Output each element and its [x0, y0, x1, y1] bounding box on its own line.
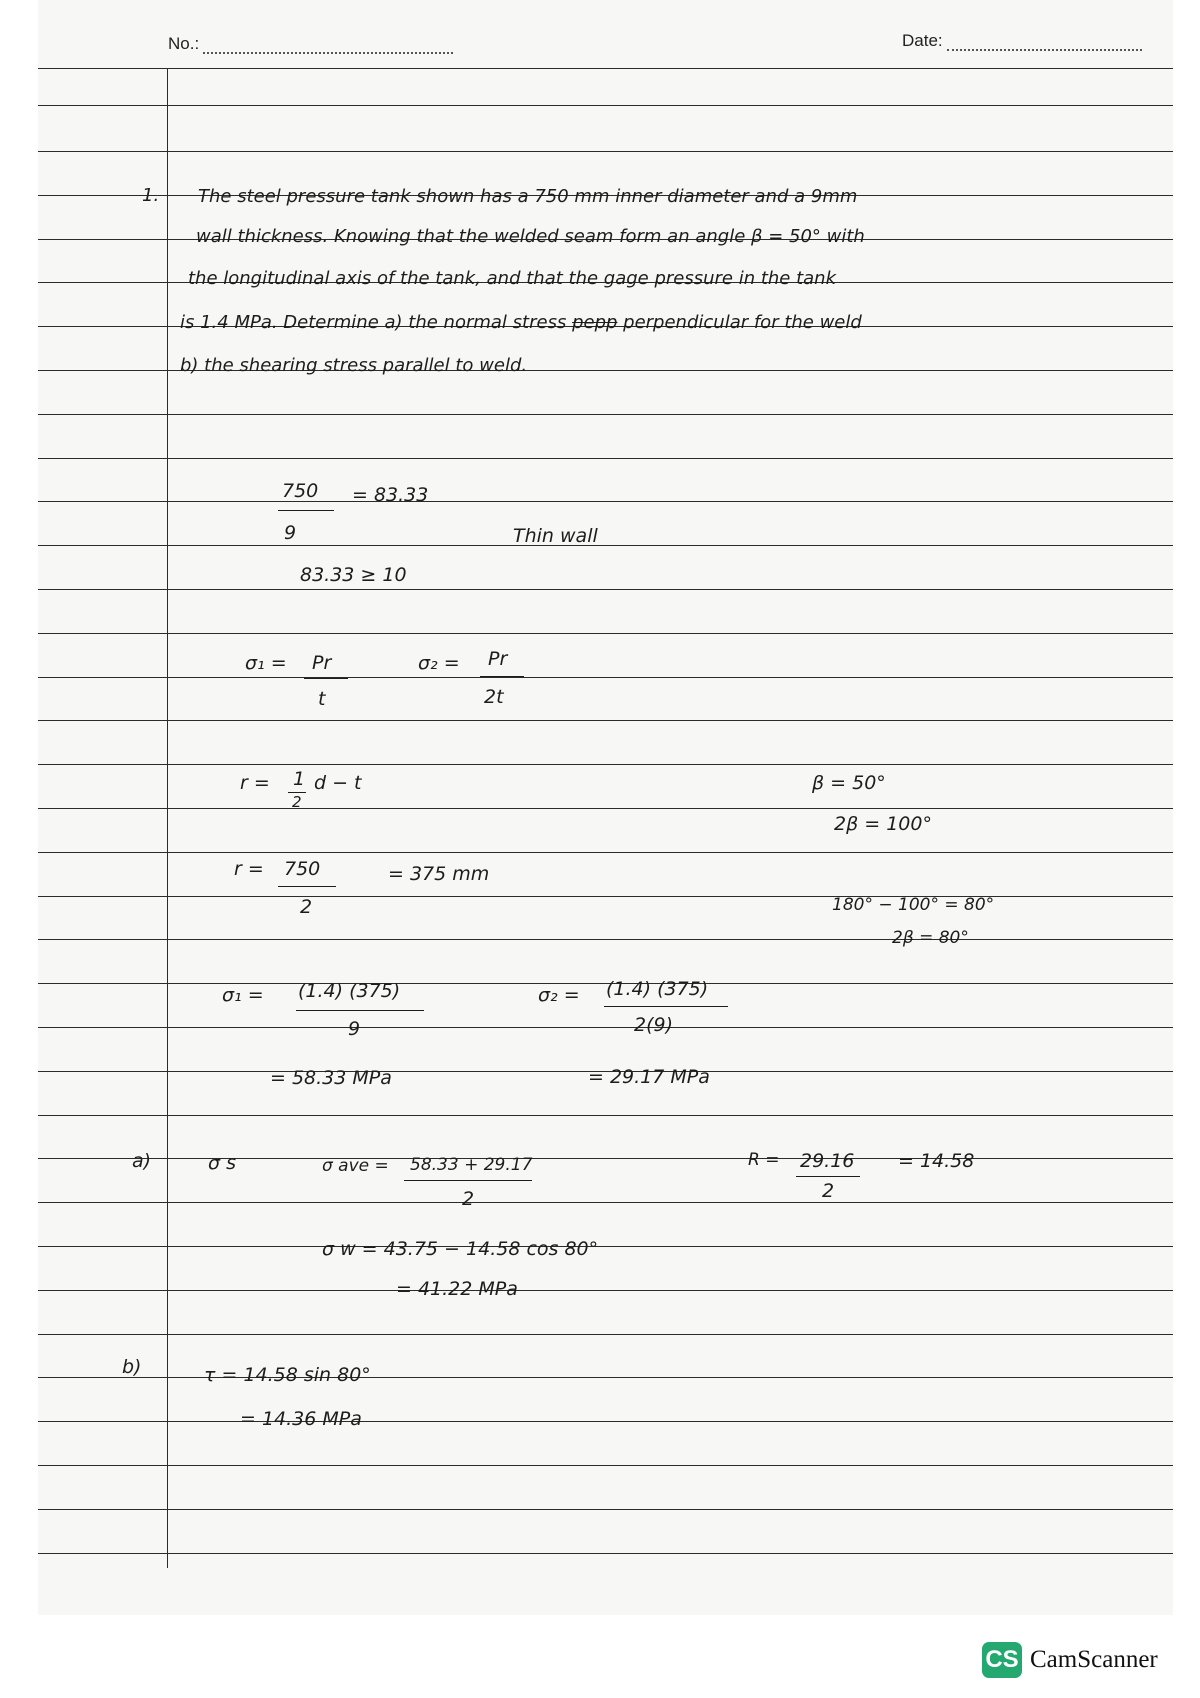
beta-value: β = 50° [812, 772, 886, 794]
radius-lhs: r = [240, 772, 270, 794]
ratio-denominator: 9 [284, 522, 297, 544]
sigma1-den: 9 [348, 1018, 361, 1040]
long-stress-num: Pr [488, 648, 508, 670]
ruled-line [38, 1421, 1173, 1422]
ruled-line [38, 852, 1173, 853]
radius-2-num: 750 [284, 858, 321, 880]
ruled-line [38, 458, 1173, 459]
radius-2-bar [278, 886, 336, 887]
radius-frac-num: 1 [293, 768, 306, 790]
sigma2-lhs: σ₂ = [538, 984, 580, 1006]
ruled-line [38, 764, 1173, 765]
weld-normal-result: = 41.22 MPa [396, 1278, 518, 1300]
number-blank [203, 52, 453, 54]
radius-rest: d − t [314, 772, 362, 794]
ruled-line [38, 896, 1173, 897]
part-a-label: a) [132, 1150, 152, 1172]
problem-number: 1. [142, 185, 160, 206]
ruled-line [38, 633, 1173, 634]
ratio-bar [278, 510, 334, 511]
two-beta-value: 2β = 100° [834, 813, 932, 835]
shear-stress-result: = 14.36 MPa [240, 1408, 362, 1430]
hoop-stress-num: Pr [312, 652, 332, 674]
camscanner-logo-icon: CS [982, 1642, 1022, 1678]
sigma1-lhs: σ₁ = [222, 984, 264, 1006]
sigma-ave-den: 2 [462, 1188, 475, 1210]
thin-wall-check: 83.33 ≥ 10 [300, 564, 407, 586]
problem-line-2: wall thickness. Knowing that the welded seam form an angle β = 50° with [196, 226, 865, 247]
radius-2-result: = 375 mm [388, 863, 490, 885]
sigma-ave-bar [404, 1180, 532, 1181]
ruled-line [38, 1027, 1173, 1028]
margin-line [167, 68, 168, 1568]
ruled-line [38, 105, 1173, 106]
ruled-line [38, 808, 1173, 809]
radius-mohr-num: 29.16 [800, 1150, 855, 1172]
ruled-line [38, 939, 1173, 940]
radius-mohr-bar [796, 1176, 860, 1177]
long-stress-lhs: σ₂ = [418, 652, 460, 674]
radius-mohr-lhs: R = [748, 1150, 780, 1170]
ruled-line [38, 1202, 1173, 1203]
date-blank [947, 49, 1142, 51]
ruled-line [38, 1290, 1173, 1291]
ruled-line [38, 677, 1173, 678]
part-a-symbols: σ s [208, 1152, 236, 1174]
ruled-line [38, 1553, 1173, 1554]
ruled-line [38, 501, 1173, 502]
ratio-result: = 83.33 [352, 484, 429, 506]
sigma1-bar [296, 1010, 424, 1011]
hoop-stress-lhs: σ₁ = [245, 652, 287, 674]
angle-difference: 180° − 100° = 80° [832, 895, 995, 915]
ruled-line [38, 414, 1173, 415]
problem-line-5: b) the shearing stress parallel to weld. [180, 355, 528, 376]
sigma-ave-num: 58.33 + 29.17 [410, 1155, 533, 1175]
sigma2-num: (1.4) (375) [606, 978, 709, 1000]
ruled-line [38, 1465, 1173, 1466]
date-field [902, 31, 1142, 51]
ruled-line [38, 1334, 1173, 1335]
weld-normal-stress: σ w = 43.75 − 14.58 cos 80° [322, 1238, 599, 1260]
sigma1-result: = 58.33 MPa [270, 1067, 392, 1089]
ruled-line [38, 68, 1173, 69]
problem-line-4-end: perpendicular for the weld [623, 312, 862, 333]
ratio-numerator: 750 [282, 480, 319, 502]
number-field [168, 34, 453, 54]
camscanner-watermark [982, 1642, 1158, 1678]
thin-wall-note: Thin wall [513, 525, 598, 547]
sigma2-result: = 29.17 MPa [588, 1066, 710, 1088]
hoop-stress-bar [304, 678, 348, 679]
ruled-line [38, 1246, 1173, 1247]
date-label: Date: [902, 31, 943, 50]
ruled-line [38, 545, 1173, 546]
radius-frac-den: 2 [292, 793, 302, 811]
hoop-stress-den: t [318, 688, 326, 710]
sigma2-bar [604, 1006, 728, 1007]
ruled-line [38, 720, 1173, 721]
radius-2-lhs: r = [234, 858, 264, 880]
radius-2-den: 2 [300, 896, 313, 918]
problem-line-3: the longitudinal axis of the tank, and that the gage pressure in the tank [188, 268, 837, 289]
long-stress-den: 2t [484, 686, 504, 708]
radius-mohr-result: = 14.58 [898, 1150, 975, 1172]
sigma1-num: (1.4) (375) [298, 980, 401, 1002]
delta-theta: 2β = 80° [892, 928, 969, 948]
ruled-line [38, 1509, 1173, 1510]
problem-line-4 [180, 312, 862, 333]
ruled-line [38, 1115, 1173, 1116]
sigma-ave-lhs: σ ave = [322, 1156, 389, 1176]
problem-line-4-start: is 1.4 MPa. Determine a) the normal stress [180, 312, 567, 333]
radius-mohr-den: 2 [822, 1180, 835, 1202]
number-label: No.: [168, 34, 200, 53]
sigma2-den: 2(9) [634, 1014, 674, 1036]
long-stress-bar [480, 676, 524, 677]
shear-stress: τ = 14.58 sin 80° [204, 1364, 371, 1386]
problem-line-1: The steel pressure tank shown has a 750 mm inner diameter and a 9mm [198, 186, 858, 207]
ruled-line [38, 151, 1173, 152]
struck-word: pepp [572, 312, 618, 333]
camscanner-wordmark: CamScanner [1030, 1646, 1158, 1673]
part-b-label: b) [122, 1356, 142, 1378]
ruled-line [38, 589, 1173, 590]
